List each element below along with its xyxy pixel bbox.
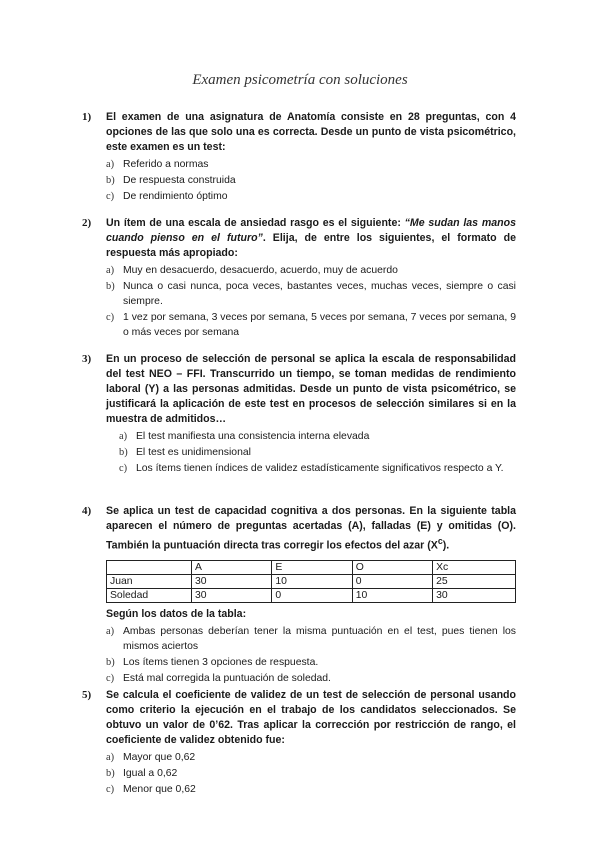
question-text-part: . Elija, de entre los siguientes, el formato de respuesta más apropiado: xyxy=(106,232,516,259)
option-text: Referido a normas xyxy=(123,159,209,170)
option-text: Igual a 0,62 xyxy=(123,768,178,779)
option-letter: c) xyxy=(106,312,115,323)
question-text: El examen de una asignatura de Anatomía consiste en 28 preguntas, con 4 opciones de las que solo una es correcta. Desde un punto de vista psicométrico, este examen es un test: xyxy=(106,111,516,153)
option-b xyxy=(106,655,516,670)
option-text: De respuesta construida xyxy=(123,175,236,186)
options-list xyxy=(119,429,516,476)
table-cell: Soledad xyxy=(107,588,192,602)
option-b xyxy=(106,279,516,309)
question-text xyxy=(106,216,516,261)
options-list xyxy=(106,624,516,686)
option-letter: a) xyxy=(106,265,115,276)
question-number: 1) xyxy=(82,111,92,123)
table-cell: Xc xyxy=(433,560,516,574)
option-letter: a) xyxy=(106,159,115,170)
option-letter: b) xyxy=(106,175,115,186)
question-1 xyxy=(84,110,516,205)
options-list xyxy=(106,750,516,797)
question-number: 2) xyxy=(82,217,92,229)
table-cell: 10 xyxy=(272,574,352,588)
score-table xyxy=(106,560,516,603)
question-text-part: ). xyxy=(442,539,450,552)
option-text: Los ítems tienen índices de validez estadísticamente significativos respecto a Y. xyxy=(136,463,504,474)
question-text xyxy=(106,504,516,554)
option-letter: a) xyxy=(106,752,115,763)
option-letter: c) xyxy=(106,784,115,795)
option-letter: a) xyxy=(106,625,115,637)
option-text: El test es unidimensional xyxy=(136,447,251,458)
table-cell: 10 xyxy=(352,588,432,602)
question-4 xyxy=(84,504,516,687)
options-list xyxy=(106,157,516,204)
option-c xyxy=(106,671,516,686)
option-letter: b) xyxy=(106,656,115,668)
option-c xyxy=(106,310,516,340)
option-text: Nunca o casi nunca, poca veces, bastantes veces, muchas veces, siempre o casi siempre. xyxy=(123,281,516,307)
option-text: Mayor que 0,62 xyxy=(123,752,196,763)
table-cell: Juan xyxy=(107,574,192,588)
option-c xyxy=(106,189,516,204)
option-text: Menor que 0,62 xyxy=(123,784,196,795)
question-text-part: Un ítem de una escala de ansiedad rasgo es el siguiente: xyxy=(106,217,405,229)
option-text: Ambas personas deberían tener la misma puntuación en el test, pues tienen los mismos aciertos xyxy=(123,625,516,652)
option-a xyxy=(106,157,516,172)
question-item-quote: “Me sudan las manos cuando pienso en el futuro” xyxy=(106,217,516,244)
table-cell: 0 xyxy=(272,588,352,602)
question-5 xyxy=(84,688,516,798)
table-row xyxy=(107,588,516,602)
question-2 xyxy=(84,216,516,341)
option-b xyxy=(106,766,516,781)
option-text: Muy en desacuerdo, desacuerdo, acuerdo, muy de acuerdo xyxy=(123,265,398,276)
option-text: El test manifiesta una consistencia interna elevada xyxy=(136,431,370,442)
option-text: De rendimiento óptimo xyxy=(123,191,228,202)
option-b xyxy=(119,445,516,460)
option-text: Está mal corregida la puntuación de soledad. xyxy=(123,672,331,684)
option-letter: b) xyxy=(106,281,115,292)
question-text: Se calcula el coeficiente de validez de un test de selección de personal usando como criterio la ejecución en el trabajo de los candidatos seleccionados. Se obtuvo un valor de 0’62. Tras aplicar la corrección por restricción de rango, el coeficiente de validez obtenido fue: xyxy=(106,689,516,746)
table-cell xyxy=(107,560,192,574)
question-number: 5) xyxy=(82,689,92,701)
option-c xyxy=(119,461,516,476)
table-cell: 30 xyxy=(192,574,272,588)
question-number: 4) xyxy=(82,505,92,517)
options-list xyxy=(106,263,516,340)
table-cell: O xyxy=(352,560,432,574)
option-b xyxy=(106,173,516,188)
document-title: Examen psicometría con soluciones xyxy=(192,72,408,88)
table-cell: 30 xyxy=(192,588,272,602)
table-row xyxy=(107,574,516,588)
table-cell: A xyxy=(192,560,272,574)
table-cell: 0 xyxy=(352,574,432,588)
option-a xyxy=(119,429,516,444)
option-a xyxy=(106,263,516,278)
option-c xyxy=(106,782,516,797)
option-text: Los ítems tienen 3 opciones de respuesta. xyxy=(123,656,319,668)
table-cell: 30 xyxy=(433,588,516,602)
question-text-part: Se aplica un test de capacidad cognitiva a dos personas. En la siguiente tabla aparecen el número de preguntas acertadas (A), falladas (E) y omitidas (O). También la puntuación directa tras corregir los efectos del azar (X xyxy=(106,505,516,552)
question-3 xyxy=(84,352,516,477)
table-cell: 25 xyxy=(433,574,516,588)
option-letter: c) xyxy=(119,463,128,474)
question-text: En un proceso de selección de personal se aplica la escala de responsabilidad del test NEO – FFI. Transcurrido un tiempo, se toman medidas de rendimiento laboral (Y) a las personas admitidas. Desde un punto de vista psicométrico, se justificará la aplicación de este test en procesos de selección similares si en la muestra de admitidos… xyxy=(106,353,516,425)
question-number: 3) xyxy=(82,353,92,365)
superscript: c xyxy=(437,536,443,546)
table-header-row xyxy=(107,560,516,574)
option-letter: b) xyxy=(106,768,115,779)
option-a xyxy=(106,750,516,765)
question-subtext: Según los datos de la tabla: xyxy=(106,607,247,620)
option-letter: a) xyxy=(119,431,128,442)
option-a xyxy=(106,624,516,654)
option-letter: c) xyxy=(106,191,115,202)
table-cell: E xyxy=(272,560,352,574)
option-letter: b) xyxy=(119,447,128,458)
option-letter: c) xyxy=(106,672,115,684)
option-text: 1 vez por semana, 3 veces por semana, 5 veces por semana, 7 veces por semana, 9 o más veces por semana xyxy=(123,312,516,338)
